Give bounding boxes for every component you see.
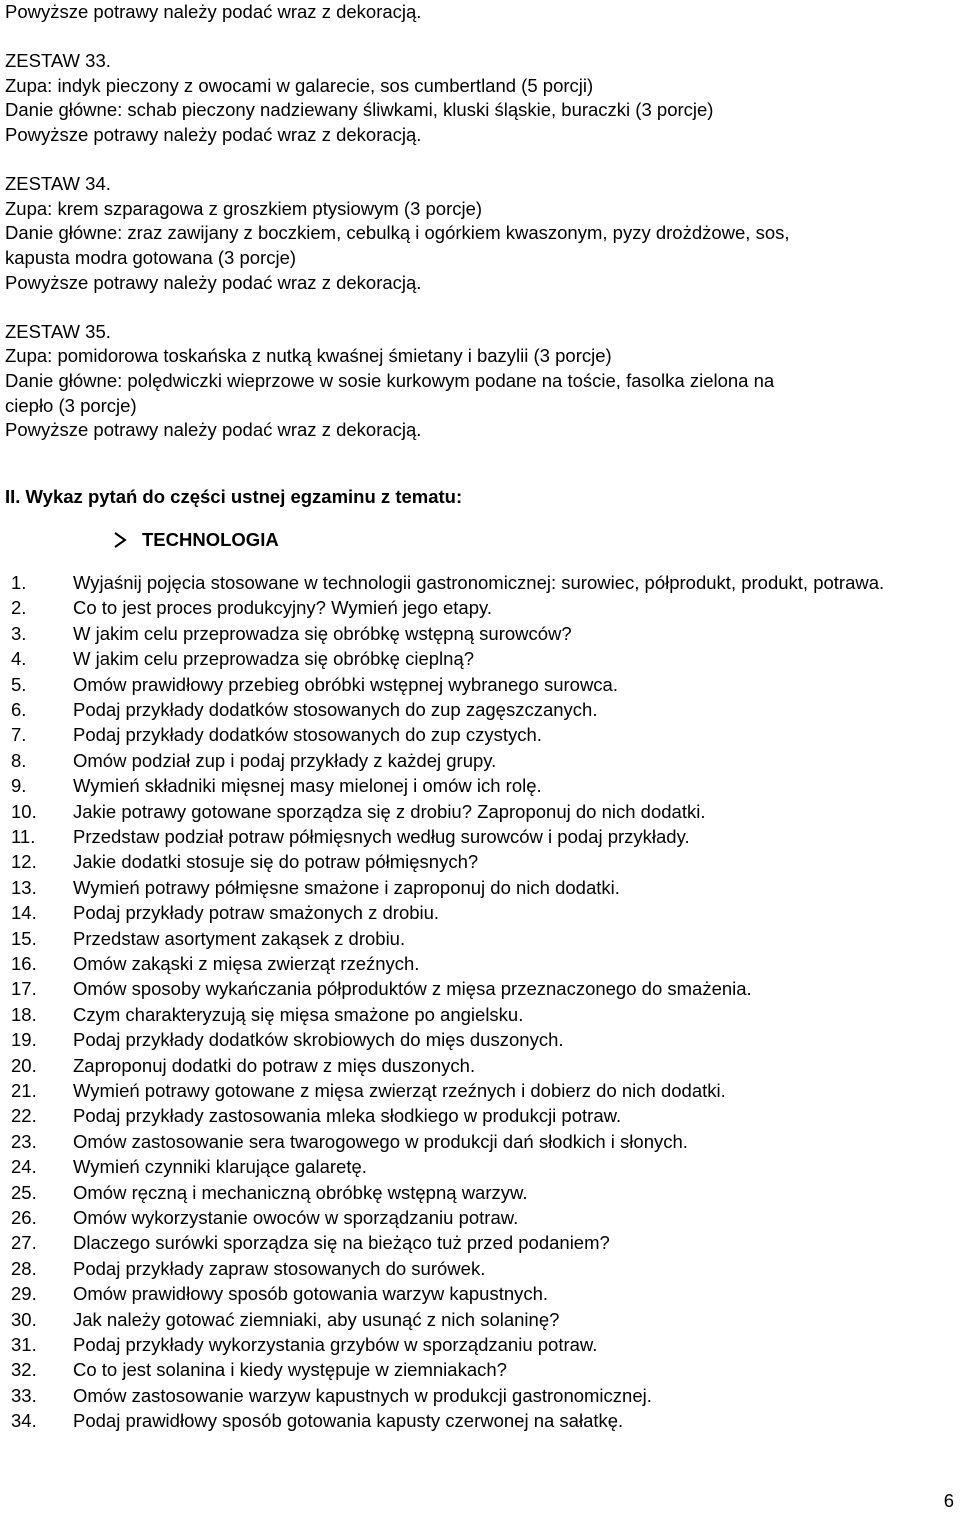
question-number: 9. bbox=[11, 775, 27, 797]
question-text: Jak należy gotować ziemniaki, aby usunąć z nich solaninę? bbox=[73, 1308, 560, 1330]
question-item bbox=[5, 697, 955, 722]
question-text: Zaproponuj dodatki do potraw z mięs duszonych. bbox=[73, 1054, 476, 1076]
question-item bbox=[5, 976, 955, 1001]
question-number: 30. bbox=[11, 1308, 37, 1330]
question-item bbox=[5, 1154, 955, 1179]
question-number: 12. bbox=[11, 851, 37, 873]
question-item bbox=[5, 1332, 955, 1357]
question-number: 17. bbox=[11, 978, 37, 1000]
question-number: 2. bbox=[11, 597, 27, 619]
question-number: 6. bbox=[11, 698, 27, 720]
question-item bbox=[5, 748, 955, 773]
question-number: 21. bbox=[11, 1080, 37, 1101]
question-text: Podaj przykłady dodatków stosowanych do zup zagęszczanych. bbox=[73, 698, 598, 720]
question-item bbox=[5, 672, 955, 697]
question-number: 4. bbox=[11, 648, 27, 670]
question-text: Wymień składniki mięsnej masy mielonej i omów ich rolę. bbox=[73, 775, 542, 797]
question-number: 8. bbox=[11, 749, 27, 771]
question-text: Przedstaw asortyment zakąsek z drobiu. bbox=[73, 927, 406, 949]
question-text: Podaj przykłady dodatków skrobiowych do mięs duszonych. bbox=[73, 1029, 564, 1051]
question-text: Omów zastosowanie warzyw kapustnych w produkcji gastronomicznej. bbox=[73, 1384, 652, 1406]
question-number: 14. bbox=[11, 902, 37, 924]
question-item bbox=[5, 1205, 955, 1230]
set-line: kapusta modra gotowana (3 porcje) bbox=[5, 246, 297, 268]
question-item bbox=[5, 1383, 955, 1408]
question-text: Przedstaw podział potraw półmięsnych według surowców i podaj przykłady. bbox=[73, 825, 690, 847]
question-item bbox=[5, 849, 955, 874]
question-item bbox=[5, 570, 955, 595]
question-number: 32. bbox=[11, 1359, 37, 1381]
question-item bbox=[5, 722, 955, 747]
set-title: ZESTAW 34. bbox=[5, 173, 111, 195]
question-text: W jakim celu przeprowadza się obróbkę cieplną? bbox=[73, 648, 475, 670]
question-item bbox=[5, 1103, 955, 1128]
question-item bbox=[5, 1002, 955, 1027]
question-number: 33. bbox=[11, 1384, 37, 1406]
question-item bbox=[5, 1129, 955, 1154]
question-text: Omów wykorzystanie owoców w sporządzaniu potraw. bbox=[73, 1207, 519, 1229]
question-text: Podaj prawidłowy sposób gotowania kapusty czerwonej na sałatkę. bbox=[73, 1410, 624, 1432]
question-text: Podaj przykłady wykorzystania grzybów w sporządzaniu potraw. bbox=[73, 1334, 598, 1356]
question-list bbox=[5, 570, 955, 1434]
question-text: Omów prawidłowy przebieg obróbki wstępnej wybranego surowca. bbox=[73, 673, 618, 695]
question-item bbox=[5, 1230, 955, 1255]
set-title: ZESTAW 33. bbox=[5, 50, 111, 72]
set-line: Zupa: pomidorowa toskańska z nutką kwaśnej śmietany i bazylii (3 porcje) bbox=[5, 345, 612, 367]
set-34 bbox=[5, 172, 955, 295]
question-text: Dlaczego surówki sporządza się na bieżąco tuż przed podaniem? bbox=[73, 1232, 610, 1254]
question-item bbox=[5, 1357, 955, 1382]
question-number: 31. bbox=[11, 1334, 37, 1356]
question-item bbox=[5, 824, 955, 849]
set-line: ciepło (3 porcje) bbox=[5, 394, 137, 416]
question-text: Co to jest solanina i kiedy występuje w ziemniakach? bbox=[73, 1359, 507, 1381]
topic-heading bbox=[5, 528, 955, 552]
document-page bbox=[5, 0, 955, 1434]
set-line: Zupa: indyk pieczony z owocami w galarecie, sos cumbertland (5 porcji) bbox=[5, 74, 594, 96]
question-number: 26. bbox=[11, 1207, 37, 1229]
set-line: Powyższe potrawy należy podać wraz z dekoracją. bbox=[5, 419, 422, 441]
question-item bbox=[5, 1281, 955, 1306]
question-number: 27. bbox=[11, 1232, 37, 1254]
question-number: 19. bbox=[11, 1029, 37, 1051]
question-number: 24. bbox=[11, 1156, 37, 1178]
question-number: 11. bbox=[11, 825, 36, 847]
set-line: Powyższe potrawy należy podać wraz z dekoracją. bbox=[5, 123, 422, 145]
question-text: Omów prawidłowy sposób gotowania warzyw kapustnych. bbox=[73, 1283, 549, 1305]
question-number: 5. bbox=[11, 673, 27, 695]
question-text: W jakim celu przeprowadza się obróbkę wstępną surowców? bbox=[73, 622, 572, 644]
question-text: Wymień potrawy półmięsne smażone i zaproponuj do nich dodatki. bbox=[73, 876, 620, 898]
page-number: 6 bbox=[943, 1490, 954, 1511]
set-line: Danie główne: schab pieczony nadziewany śliwkami, kluski śląskie, buraczki (3 porcje) bbox=[5, 99, 714, 121]
question-number: 34. bbox=[11, 1410, 37, 1432]
question-item bbox=[5, 926, 955, 951]
question-item bbox=[5, 595, 955, 620]
question-text: Podaj przykłady dodatków stosowanych do zup czystych. bbox=[73, 724, 542, 746]
question-item bbox=[5, 875, 955, 900]
question-text: Jakie dodatki stosuje się do potraw półmięsnych? bbox=[73, 851, 479, 873]
question-number: 18. bbox=[11, 1003, 37, 1025]
question-text: Podaj przykłady zastosowania mleka słodkiego w produkcji potraw. bbox=[73, 1105, 622, 1127]
set-line: Zupa: krem szparagowa z groszkiem ptysiowym (3 porcje) bbox=[5, 197, 483, 219]
set-line: Danie główne: polędwiczki wieprzowe w sosie kurkowym podane na toście, fasolka zielona na bbox=[5, 369, 775, 391]
question-number: 25. bbox=[11, 1181, 37, 1203]
question-text: Wymień czynniki klarujące galaretę. bbox=[73, 1156, 367, 1178]
question-text: Omów sposoby wykańczania półproduktów z mięsa przeznaczonego do smażenia. bbox=[73, 978, 752, 1000]
question-number: 28. bbox=[11, 1257, 37, 1279]
question-number: 13. bbox=[11, 876, 37, 898]
set-35 bbox=[5, 320, 955, 443]
question-text: Podaj przykłady potraw smażonych z drobiu. bbox=[73, 902, 440, 924]
question-number: 3. bbox=[11, 622, 27, 644]
question-text: Wymień potrawy gotowane z mięsa zwierząt rzeźnych i dobierz do nich dodatki. bbox=[73, 1080, 726, 1101]
question-item bbox=[5, 773, 955, 798]
question-item bbox=[5, 1053, 955, 1078]
question-number: 16. bbox=[11, 952, 37, 974]
question-item bbox=[5, 621, 955, 646]
question-item bbox=[5, 1408, 955, 1433]
question-item bbox=[5, 1180, 955, 1205]
question-item bbox=[5, 799, 955, 824]
question-item bbox=[5, 1078, 955, 1103]
question-text: Czym charakteryzują się mięsa smażone po angielsku. bbox=[73, 1003, 524, 1025]
question-item bbox=[5, 1256, 955, 1281]
question-text: Jakie potrawy gotowane sporządza się z drobiu? Zaproponuj do nich dodatki. bbox=[73, 800, 706, 822]
topic-label: TECHNOLOGIA bbox=[142, 528, 279, 550]
intro-note: Powyższe potrawy należy podać wraz z dekoracją. bbox=[5, 1, 422, 22]
set-line: Danie główne: zraz zawijany z boczkiem, cebulką i ogórkiem kwaszonym, pyzy drożdżowe, sos, bbox=[5, 222, 790, 244]
question-text: Omów ręczną i mechaniczną obróbkę wstępną warzyw. bbox=[73, 1181, 528, 1203]
question-text: Podaj przykłady zapraw stosowanych do surówek. bbox=[73, 1257, 486, 1279]
set-33 bbox=[5, 49, 955, 147]
question-text: Omów podział zup i podaj przykłady z każdej grupy. bbox=[73, 749, 497, 771]
arrow-bullet-icon bbox=[110, 530, 130, 550]
question-number: 23. bbox=[11, 1130, 37, 1152]
question-text: Omów zastosowanie sera twarogowego w produkcji dań słodkich i słonych. bbox=[73, 1130, 688, 1152]
question-number: 20. bbox=[11, 1054, 37, 1076]
question-number: 22. bbox=[11, 1105, 37, 1127]
question-text: Omów zakąski z mięsa zwierząt rzeźnych. bbox=[73, 952, 420, 974]
question-number: 7. bbox=[11, 724, 27, 746]
question-text: Wyjaśnij pojęcia stosowane w technologii gastronomicznej: surowiec, półprodukt, produkt, potrawa. bbox=[73, 571, 885, 593]
set-title: ZESTAW 35. bbox=[5, 320, 111, 342]
question-number: 1. bbox=[11, 571, 27, 593]
question-number: 15. bbox=[11, 927, 37, 949]
question-item bbox=[5, 900, 955, 925]
section-heading: II. Wykaz pytań do części ustnej egzaminu z tematu: bbox=[5, 486, 463, 508]
question-item bbox=[5, 1307, 955, 1332]
question-number: 10. bbox=[11, 800, 37, 822]
question-number: 29. bbox=[11, 1283, 37, 1305]
question-item bbox=[5, 1027, 955, 1052]
question-item bbox=[5, 646, 955, 671]
set-line: Powyższe potrawy należy podać wraz z dekoracją. bbox=[5, 271, 422, 293]
question-item bbox=[5, 951, 955, 976]
question-text: Co to jest proces produkcyjny? Wymień jego etapy. bbox=[73, 597, 493, 619]
